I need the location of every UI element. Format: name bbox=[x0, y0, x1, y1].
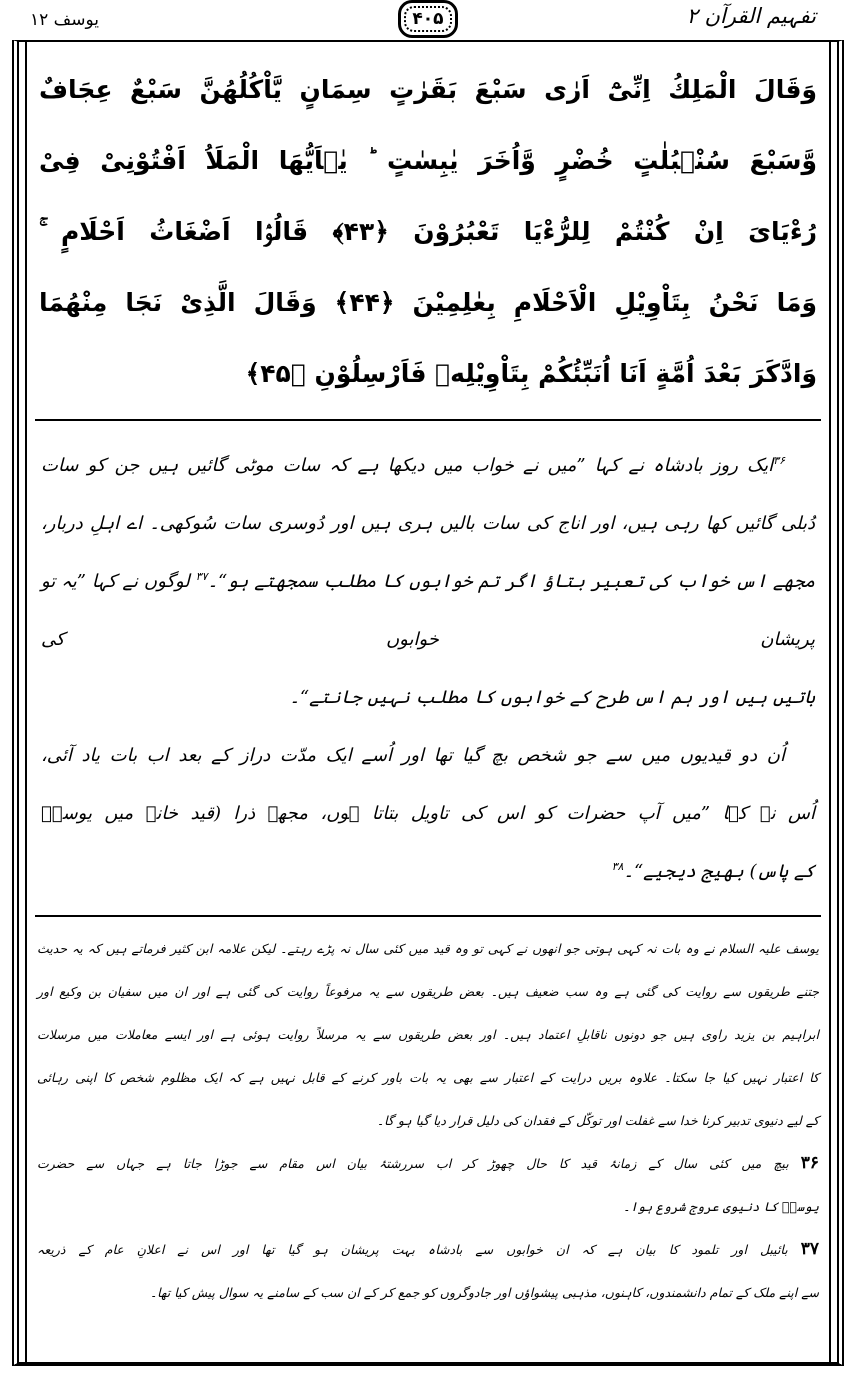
arabic-line: وَادَّكَرَ بَعْدَ اُمَّةٍ اَنَا اُنَبِّئُكُمْ بِتَاْوِیْلِهٖ فَاَرْسِلُوْنِ ﴿۴۵﴾ bbox=[245, 359, 817, 388]
section-divider bbox=[35, 419, 821, 421]
footnote-line: کا اعتبار نہیں کیا جا سکتا۔ علاوہ بریں درایت کے اعتبار سے بھی یہ بات باور کرنے کے قابل نہیں ہے کہ ایک مظلوم شخص کا اپنی رہائی bbox=[37, 1070, 819, 1085]
footnote-line: کے لیے دنیوی تدبیر کرنا خدا سے غفلت اور توکّل کے فقدان کی دلیل قرار دیا گیا ہو گا۔ bbox=[376, 1113, 819, 1128]
arabic-line: وَمَا نَحْنُ بِتَاْوِیْلِ الْاَحْلَامِ بِعٰلِمِیْنَ ﴿۴۴﴾ وَقَالَ الَّذِیْ نَجَا مِنْهُمَا bbox=[39, 288, 817, 317]
section-divider bbox=[35, 915, 821, 917]
urdu-translation bbox=[35, 425, 821, 911]
footnote-ref: ۳۸ bbox=[611, 860, 624, 873]
footnotes bbox=[35, 921, 821, 1318]
page-header bbox=[0, 0, 856, 40]
surah-name: یوسف ۱۲ bbox=[30, 10, 100, 30]
footnote-number: ۳۷ bbox=[800, 1239, 819, 1259]
footnote-line: سے اپنے ملک کے تمام دانشمندوں، کاہنوں، مذہبی پیشواؤں اور جادوگروں کو جمع کر کے ان سب کے سامنے یہ سوال پیش کیا تھا۔ bbox=[149, 1285, 819, 1300]
footnote-37: ۳۷ بائیبل اور تلمود کا بیان ہے کہ ان خوابوں سے بادشاہ بہت پریشان ہو گیا تھا اور اس نے اعلانِ عام کے ذریعہ bbox=[37, 1239, 819, 1259]
footnote-line: یوسفؑ کا دنیوی عروج شروع ہوا۔ bbox=[622, 1199, 819, 1214]
translation-line: اُن دو قیدیوں میں سے جو شخص بچ گیا تھا اور اُسے ایک مدّت دراز کے بعد اب بات یاد آئی، bbox=[41, 745, 785, 766]
arabic-line: وَّسَبْعَ سُنْۢبُلٰتٍ خُضْرٍ وَّاُخَرَ یٰبِسٰتٍ ؕ یٰۤاَیُّهَا الْمَلَاُ اَفْتُوْنِیْ فِیْ bbox=[39, 146, 817, 175]
translation-line: کے پاس) بھیج دیجیے“۔$^{۳۸}$ bbox=[611, 860, 815, 882]
translation-line: $^{۳۶}$ایک روز بادشاہ نے کہا ”میں نے خواب میں دیکھا ہے کہ سات موٹی گائیں ہیں جن کو سات bbox=[41, 454, 785, 476]
footnote-line: ابراہیم بن یزید راوی ہیں جو دونوں ناقابلِ اعتماد ہیں۔ اور بعض طریقوں سے یہ مرسلاً روایت ہوئی ہے اور ایسے معاملات میں مرسلات bbox=[37, 1027, 819, 1042]
book-title: تفہیم القرآن ۲ bbox=[686, 4, 816, 28]
footnote-line: جتنے طریقوں سے روایت کی گئی ہے وہ سب ضعیف ہیں۔ بعض طریقوں سے یہ مرفوعاً روایت کی گئی ہے اور ان میں سفیان بن وکیع اور bbox=[37, 984, 819, 999]
footnote-ref: ۳۷ bbox=[195, 570, 208, 583]
arabic-line: وَقَالَ الْمَلِكُ اِنِّیْٓ اَرٰی سَبْعَ بَقَرٰتٍ سِمَانٍ یَّاْكُلُهُنَّ سَبْعٌ عِجَافٌ bbox=[39, 75, 817, 104]
translation-line: باتیں ہیں اور ہم اس طرح کے خوابوں کا مطلب نہیں جانتے“۔ bbox=[289, 687, 815, 708]
footnote-number: ۳۶ bbox=[800, 1153, 819, 1173]
page-frame bbox=[12, 40, 844, 1366]
arabic-line: رُءْیَایَ اِنْ كُنْتُمْ لِلرُّءْیَا تَعْبُرُوْنَ ﴿۴۳﴾ قَالُوْۤا اَضْغَاثُ اَحْلَامٍ ۚ bbox=[39, 217, 817, 246]
translation-line: دُبلی گائیں کھا رہی ہیں، اور اناج کی سات بالیں ہری ہیں اور دُوسری سات سُوکھی۔ اے اہلِ دربار، bbox=[41, 513, 815, 534]
arabic-verses bbox=[35, 50, 821, 415]
footnote-line: یوسف علیہ السلام نے وہ بات نہ کہی ہوتی جو انھوں نے کہی تو وہ قید میں کئی سال نہ پڑے رہتے۔ لیکن علامہ ابن کثیر فرماتے ہیں کہ یہ حدیث bbox=[37, 941, 819, 956]
page-number-ornament bbox=[398, 0, 458, 38]
translation-line: مجھے اس خواب کی تعبیر بتاؤ اگر تم خوابوں کا مطلب سمجھتے ہو“۔$^{۳۷}$ لوگوں نے کہا ”یہ تو پریشان خوابوں کی bbox=[41, 570, 815, 650]
translation-line: اُس نے کہا ”میں آپ حضرات کو اس کی تاویل بتاتا ہوں، مجھے ذرا (قید خانے میں یوسفؑ bbox=[41, 803, 815, 824]
footnote-36: ۳۶ بیچ میں کئی سال کے زمانۂ قید کا حال چھوڑ کر اب سررشتۂ بیان اس مقام سے جوڑا جاتا ہے جہاں سے حضرت bbox=[37, 1153, 819, 1173]
footnote-ref: ۳۶ bbox=[773, 454, 785, 467]
page-number: ۴۰۵ bbox=[412, 9, 444, 29]
